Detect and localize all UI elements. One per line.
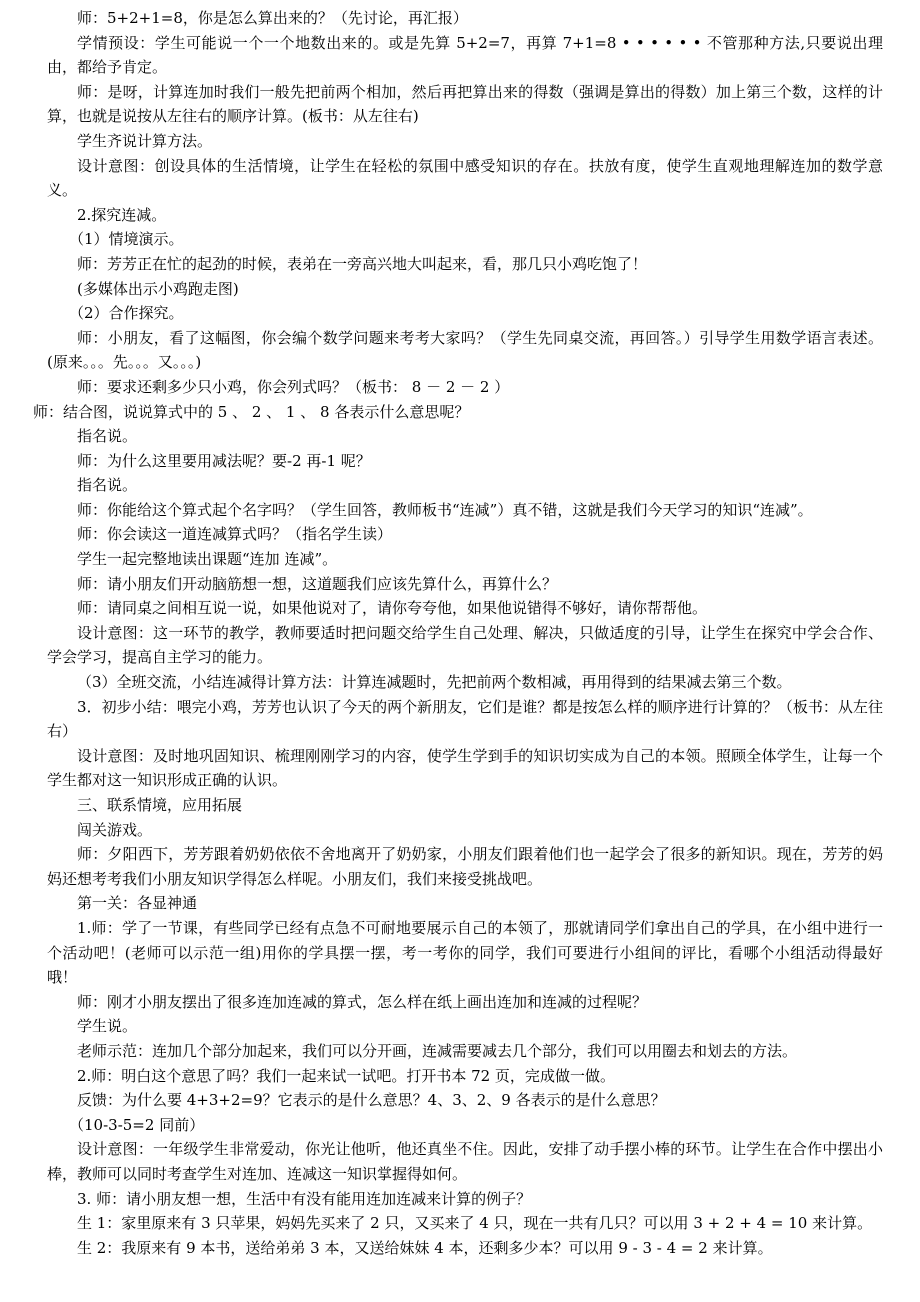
paragraph: 师：请同桌之间相互说一说，如果他说对了，请你夸夸他，如果他说错得不够好，请你帮帮他。 bbox=[77, 599, 708, 618]
paragraph: 师：夕阳西下，芳芳跟着奶奶依依不舍地离开了奶奶家，小朋友们跟着他们也一起学会了很多的新知识。现在，芳芳的妈妈还想考考我们小朋友知识学得怎么样呢。小朋友们，我们来接受挑战吧。 bbox=[47, 845, 883, 888]
paragraph: 生 1：家里原来有 3 只苹果，妈妈先买来了 2 只，又买来了 4 只，现在一共有几只？可以用 3 + 2 + 4 = 10 来计算。 bbox=[77, 1214, 873, 1233]
paragraph: 师：结合图，说说算式中的 5 、 2 、 1 、 8 各表示什么意思呢？ bbox=[33, 402, 470, 421]
paragraph: 设计意图：及时地巩固知识、梳理刚刚学习的内容，使学生学到手的知识切实成为自己的本领。照顾全体学生，让每一个学生都对这一知识形成正确的认识。 bbox=[47, 746, 883, 790]
paragraph: 学生一起完整地读出课题“连加 连减”。 bbox=[77, 550, 338, 569]
section-heading: 三、联系情境，应用拓展 bbox=[77, 796, 243, 814]
paragraph: 指名说。 bbox=[77, 476, 138, 495]
paragraph: 2.师：明白这个意思了吗？我们一起来试一试吧。打开书本 72 页，完成做一做。 bbox=[77, 1066, 615, 1085]
sub-heading: （1）情境演示。 bbox=[69, 230, 184, 249]
paragraph: 3．初步小结：喂完小鸡，芳芳也认识了今天的两个新朋友，它们是谁？都是按怎么样的顺序进行计算的？（板书：从左往右） bbox=[47, 697, 883, 741]
paragraph: 指名说。 bbox=[77, 427, 138, 446]
paragraph: 学情预设：学生可能说一个一个地数出来的。或是先算 5+2=7，再算 7+1=8 • • • • • • 不管那种方法,只要说出理由，都给予肯定。 bbox=[47, 33, 883, 77]
section-heading: 2.探究连减。 bbox=[77, 205, 167, 224]
paragraph: 老师示范：连加几个部分加起来，我们可以分开画，连减需要减去几个部分，我们可以用圈去和划去的方法。 bbox=[77, 1041, 798, 1060]
paragraph: 师：芳芳正在忙的起劲的时候，表弟在一旁高兴地大叫起来，看，那几只小鸡吃饱了！ bbox=[77, 254, 648, 273]
paragraph: （10-3-5=2 同前） bbox=[69, 1115, 205, 1134]
paragraph: 生 2：我原来有 9 本书，送给弟弟 3 本，又送给妹妹 4 本，还剩多少本？可以用 9 - 3 - 4 = 2 来计算。 bbox=[77, 1238, 773, 1257]
paragraph: 师：是呀，计算连加时我们一般先把前两个相加，然后再把算出来的得数（强调是算出的得数）加上第三个数，这样的计算，也就是说按从左往右的顺序计算。(板书：从左往右) bbox=[47, 82, 883, 126]
paragraph: 师：你会读这一道连减算式吗？（指名学生读） bbox=[77, 525, 393, 544]
paragraph: 设计意图：创设具体的生活情境，让学生在轻松的氛围中感受知识的存在。扶放有度，使学生直观地理解连加的数学意义。 bbox=[47, 156, 883, 200]
paragraph: 反馈：为什么要 4+3+2=9？它表示的是什么意思？4、3、2、9 各表示的是什么意思？ bbox=[77, 1091, 666, 1110]
paragraph: 师：为什么这里要用减法呢？要-2 再-1 呢？ bbox=[77, 451, 371, 470]
paragraph: 师：刚才小朋友摆出了很多连加连减的算式，怎么样在纸上画出连加和连减的过程呢？ bbox=[77, 992, 648, 1011]
paragraph: 学生说。 bbox=[77, 1017, 138, 1036]
paragraph: 师：请小朋友们开动脑筋想一想，这道题我们应该先算什么，再算什么？ bbox=[77, 574, 558, 593]
paragraph: 学生齐说计算方法。 bbox=[77, 131, 213, 150]
sub-heading: 第一关：各显神通 bbox=[77, 894, 198, 913]
sub-heading: （2）合作探究。 bbox=[69, 304, 184, 323]
paragraph: 师：小朋友，看了这幅图，你会编个数学问题来考考大家吗？（学生先同桌交流，再回答。）引导学生用数学语言表述。(原来。。。先。。。又。。。) bbox=[47, 328, 883, 372]
document-page bbox=[33, 6, 883, 1260]
paragraph: (多媒体出示小鸡跑走图) bbox=[77, 279, 239, 298]
paragraph: 1.师：学了一节课，有些同学已经有点急不可耐地要展示自己的本领了，那就请同学们拿出自己的学具，在小组中进行一个活动吧！(老师可以示范一组)用你的学具摆一摆，考一考你的同学，我们可要进行小组间的评比，看哪个小组活动得最好哦！ bbox=[47, 918, 883, 987]
paragraph: 师：你能给这个算式起个名字吗？（学生回答，教师板书“连减”）真不错，这就是我们今天学习的知识“连减”。 bbox=[77, 500, 813, 519]
paragraph: 师：5+2+1=8，你是怎么算出来的？（先讨论，再汇报） bbox=[77, 9, 468, 27]
paragraph: （3）全班交流，小结连减得计算方法：计算连减题时，先把前两个数相减，再用得到的结果减去第三个数。 bbox=[77, 673, 792, 692]
paragraph: 师：要求还剩多少只小鸡，你会列式吗？（板书： 8 － 2 － 2 ） bbox=[77, 377, 510, 396]
paragraph: 闯关游戏。 bbox=[77, 820, 153, 839]
paragraph: 设计意图：这一环节的教学，教师要适时把问题交给学生自己处理、解决，只做适度的引导，让学生在探究中学会合作、学会学习，提高自主学习的能力。 bbox=[47, 623, 883, 667]
paragraph: 设计意图：一年级学生非常爱动，你光让他听，他还真坐不住。因此，安排了动手摆小棒的环节。让学生在合作中摆出小棒，教师可以同时考查学生对连加、连减这一知识掌握得如何。 bbox=[47, 1140, 883, 1183]
paragraph: 3. 师：请小朋友想一想，生活中有没有能用连加连减来计算的例子？ bbox=[77, 1189, 532, 1208]
